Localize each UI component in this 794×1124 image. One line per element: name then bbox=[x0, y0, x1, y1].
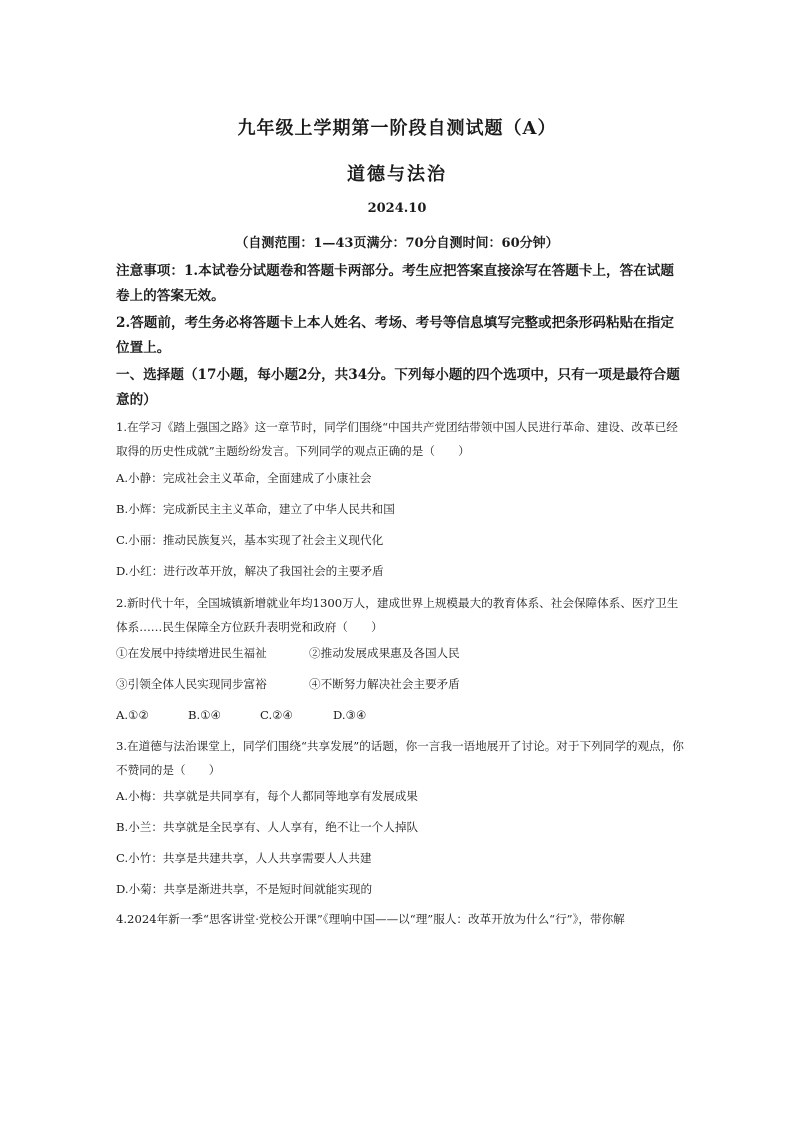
question-2-item-4: ④不断努力解决社会主要矛盾 bbox=[309, 677, 460, 691]
exam-scope: （自测范围：1—43页满分：70分自测时间：60分钟） bbox=[235, 236, 559, 251]
question-3-option-a: A.小梅：共享就是共同享有，每个人都同等地享有发展成果 bbox=[116, 789, 418, 803]
question-1-option-b: B.小辉：完成新民主主义革命，建立了中华人民共和国 bbox=[116, 502, 395, 516]
section-heading: 一、选择题（17小题，每小题2分，共34分。下列每小题的四个选项中，只有一项是最符合题意的） bbox=[116, 367, 680, 408]
question-2-choice-b: B.①④ bbox=[188, 708, 221, 722]
exam-title: 九年级上学期第一阶段自测试题（A） bbox=[237, 118, 557, 139]
question-2-choice-d: D.③④ bbox=[333, 708, 367, 722]
question-1-stem: 1.在学习《踏上强国之路》这一章节时，同学们围绕“中国共产党团结带领中国人民进行革命、建设、改革已经取得的历史性成就”主题纷纷发言。下列同学的观点正确的是（ ） bbox=[116, 420, 678, 458]
question-3-stem: 3.在道德与法治课堂上，同学们围绕“共享发展”的话题，你一言我一语地展开了讨论。对于下列同学的观点，你不赞同的是（ ） bbox=[116, 739, 684, 777]
note-2: 2.答题前，考生务必将答题卡上本人姓名、考场、考号等信息填写完整或把条形码粘贴在指定位置上。 bbox=[116, 315, 674, 356]
question-2-item-1: ①在发展中持续增进民生福祉 bbox=[116, 646, 267, 660]
question-4-stem: 4.2024年新一季“思客讲堂·党校公开课”《理响中国——以“理”服人：改革开放为什么“行”》，带你解 bbox=[116, 912, 625, 926]
exam-date: 2024.10 bbox=[367, 201, 427, 216]
question-2-choice-a: A.①② bbox=[116, 708, 149, 722]
question-2-choice-c: C.②④ bbox=[260, 708, 293, 722]
question-3-option-c: C.小竹：共享是共建共享，人人共享需要人人共建 bbox=[116, 851, 372, 865]
question-1-option-d: D.小红：进行改革开放，解决了我国社会的主要矛盾 bbox=[116, 564, 384, 578]
question-1-option-a: A.小静：完成社会主义革命，全面建成了小康社会 bbox=[116, 471, 372, 485]
question-3-option-b: B.小兰：共享就是全民享有、人人享有，绝不让一个人掉队 bbox=[116, 820, 419, 834]
subject-title: 道德与法治 bbox=[347, 164, 447, 185]
question-3-option-d: D.小菊：共享是渐进共享，不是短时间就能实现的 bbox=[116, 882, 373, 896]
question-2-stem: 2.新时代十年，全国城镇新增就业年均1300万人，建成世界上规模最大的教育体系、社会保障体系、医疗卫生体系……民生保障全方位跃升表明党和政府（ ） bbox=[116, 596, 679, 634]
question-1-option-c: C.小丽：推动民族复兴，基本实现了社会主义现代化 bbox=[116, 533, 384, 547]
question-2-item-2: ②推动发展成果惠及各国人民 bbox=[309, 646, 460, 660]
note-1: 注意事项：1.本试卷分试题卷和答题卡两部分。考生应把答案直接涂写在答题卡上，答在试题卷上的答案无效。 bbox=[116, 263, 674, 304]
question-2-item-3: ③引领全体人民实现同步富裕 bbox=[116, 677, 267, 691]
